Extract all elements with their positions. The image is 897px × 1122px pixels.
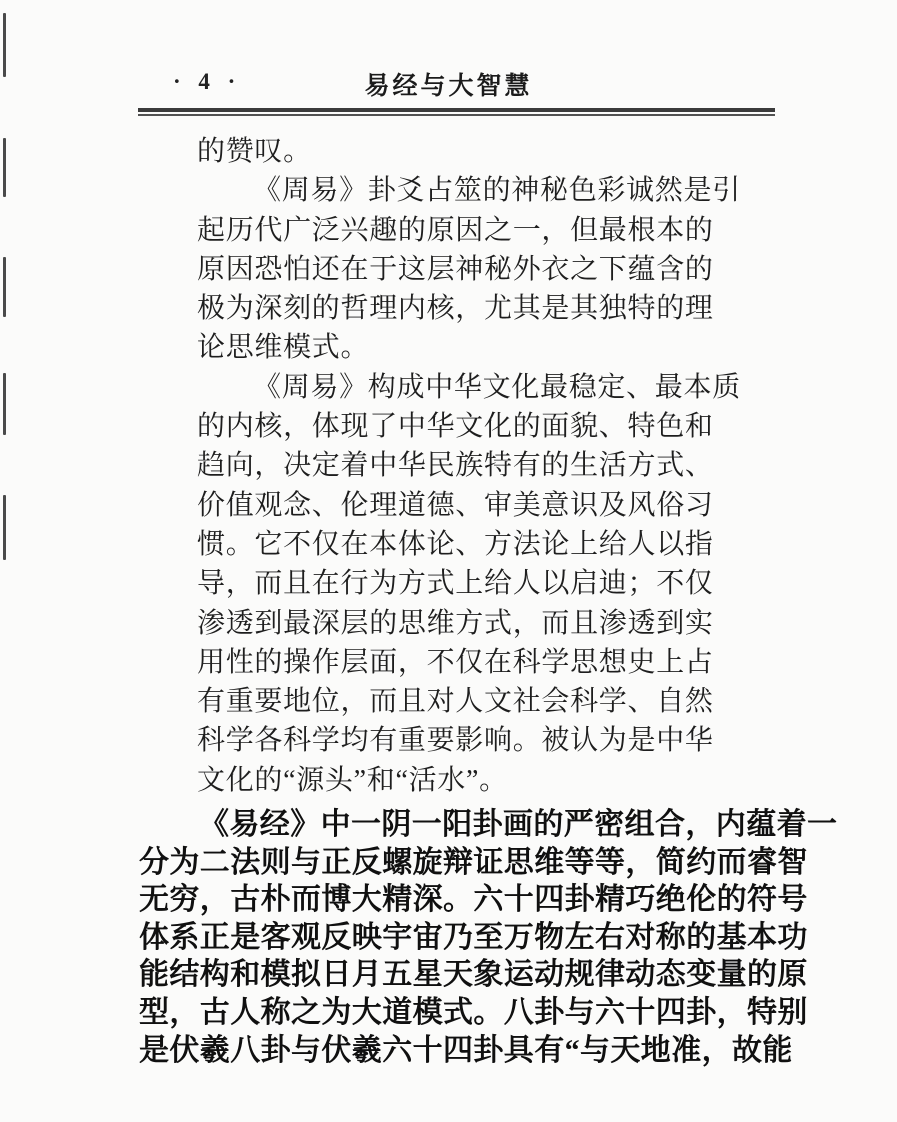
page-number: · 4 · bbox=[173, 69, 242, 94]
left-margin-dash bbox=[3, 373, 6, 435]
text-line: 惯。它不仅在本体论、方法论上给人以指 bbox=[197, 528, 714, 560]
text-line: 的赞叹。 bbox=[197, 136, 312, 167]
text-line: 趋向，决定着中华民族特有的生活方式、 bbox=[197, 450, 714, 482]
left-margin-dash bbox=[3, 495, 6, 560]
text-line: 极为深刻的哲理内核，尤其是其独特的理 bbox=[197, 293, 714, 325]
text-line: 分为二法则与正反螺旋辩证思维等等，简约而睿智 bbox=[139, 845, 808, 879]
main-paragraph-block bbox=[139, 806, 837, 1069]
text-line: 价值观念、伦理道德、审美意识及风俗习 bbox=[197, 489, 714, 521]
text-line: 型，古人称之为大道模式。八卦与六十四卦，特别 bbox=[139, 995, 808, 1029]
text-line: 是伏羲八卦与伏羲六十四卦具有“与天地准，故能 bbox=[139, 1033, 793, 1067]
text-line: 能结构和模拟日月五星天象运动规律动态变量的原 bbox=[139, 958, 808, 992]
quote-block bbox=[197, 132, 741, 800]
text-line: 《周易》卦爻占筮的神秘色彩诚然是引 bbox=[253, 175, 741, 207]
text-line: 的内核，体现了中华文化的面貌、特色和 bbox=[197, 411, 714, 443]
left-margin-dash bbox=[3, 138, 6, 197]
left-margin-dash bbox=[3, 257, 6, 317]
text-line: 用性的操作层面，不仅在科学思想史上占 bbox=[197, 646, 714, 678]
text-line: 《周易》构成中华文化最稳定、最本质 bbox=[253, 371, 741, 403]
text-line: 渗透到最深层的思维方式，而且渗透到实 bbox=[197, 607, 714, 639]
text-line: 有重要地位，而且对人文社会科学、自然 bbox=[197, 686, 714, 718]
text-line: 原因恐怕还在于这层神秘外衣之下蕴含的 bbox=[197, 253, 714, 285]
text-line: 科学各科学均有重要影响。被认为是中华 bbox=[197, 725, 714, 757]
text-line: 起历代广泛兴趣的原因之一，但最根本的 bbox=[197, 214, 714, 246]
text-line: 文化的“源头”和“活水”。 bbox=[197, 764, 508, 796]
text-line: 论思维模式。 bbox=[197, 332, 370, 364]
text-line: 无穷，古朴而博大精深。六十四卦精巧绝伦的符号 bbox=[139, 883, 808, 917]
header-double-rule bbox=[138, 108, 775, 116]
text-line: 导，而且在行为方式上给人以启迪；不仅 bbox=[197, 568, 714, 600]
text-line: 《易经》中一阴一阳卦画的严密组合，内蕴着一 bbox=[199, 808, 838, 841]
text-line: 体系正是客观反映宇宙乃至万物左右对称的基本功 bbox=[139, 920, 808, 954]
running-head-title: 易经与大智慧 bbox=[364, 73, 533, 100]
